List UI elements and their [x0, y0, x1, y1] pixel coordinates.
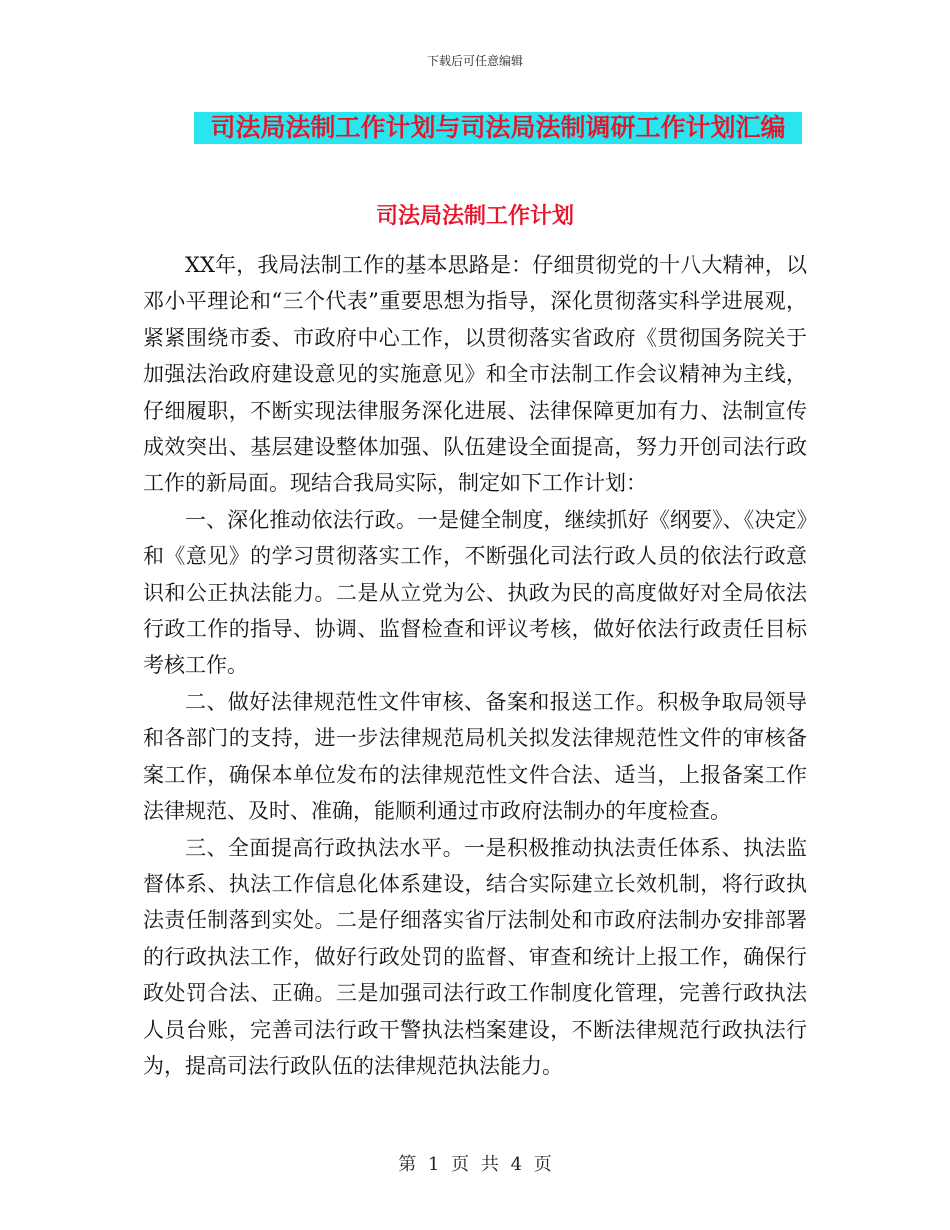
paragraph-section-3: 三、全面提高行政执法水平。一是积极推动执法责任体系、执法监督体系、执法工作信息化体系建设，结合实际建立长效机制，将行政执法责任制落到实处。二是仔细落实省厅法制处和市政府法制办安排部署的行政执法工作，做好行政处罚的监督、审查和统计上报工作，确保行政处罚合法、正确。三是加强司法行政工作制度化管理，完善行政执法人员台账，完善司法行政干警执法档案建设，不断法律规范行政执法行为，提高司法行政队伍的法律规范执法能力。 — [143, 835, 807, 1078]
paragraph-section-1: 一、深化推动依法行政。一是健全制度，继续抓好《纲要》、《决定》和《意见》的学习贯彻落实工作，不断强化司法行政人员的依法行政意识和公正执法能力。二是从立党为公、执政为民的高度做好对全局依法行政工作的指导、协调、监督检查和评议考核，做好依法行政责任目标考核工作。 — [143, 507, 807, 678]
document-body — [143, 247, 807, 1084]
paragraph-intro: XX年，我局法制工作的基本思路是：仔细贯彻党的十八大精神，以邓小平理论和“三个代表”重要思想为指导，深化贯彻落实科学进展观，紧紧围绕市委、市政府中心工作，以贯彻落实省政府《贯彻国务院关于加强法治政府建设意见的实施意见》和全市法制工作会议精神为主线，仔细履职，不断实现法律服务深化进展、法律保障更加有力、法制宣传成效突出、基层建设整体加强、队伍建设全面提高，努力开创司法行政工作的新局面。现结合我局实际，制定如下工作计划： — [143, 253, 807, 496]
document-title-highlight — [194, 112, 802, 144]
paragraph-section-2: 二、做好法律规范性文件审核、备案和报送工作。积极争取局领导和各部门的支持，进一步法律规范局机关拟发法律规范性文件的审核备案工作，确保本单位发布的法律规范性文件合法、适当，上报备案工作法律规范、及时、准确，能顺利通过市政府法制办的年度检查。 — [143, 689, 807, 824]
page-number: 第 1 页 共 4 页 — [398, 1154, 552, 1175]
page-header-note: 下载后可任意编辑 — [426, 54, 523, 68]
document-title: 司法局法制工作计划与司法局法制调研工作计划汇编 — [210, 113, 786, 142]
section-title: 司法局法制工作计划 — [375, 203, 574, 229]
